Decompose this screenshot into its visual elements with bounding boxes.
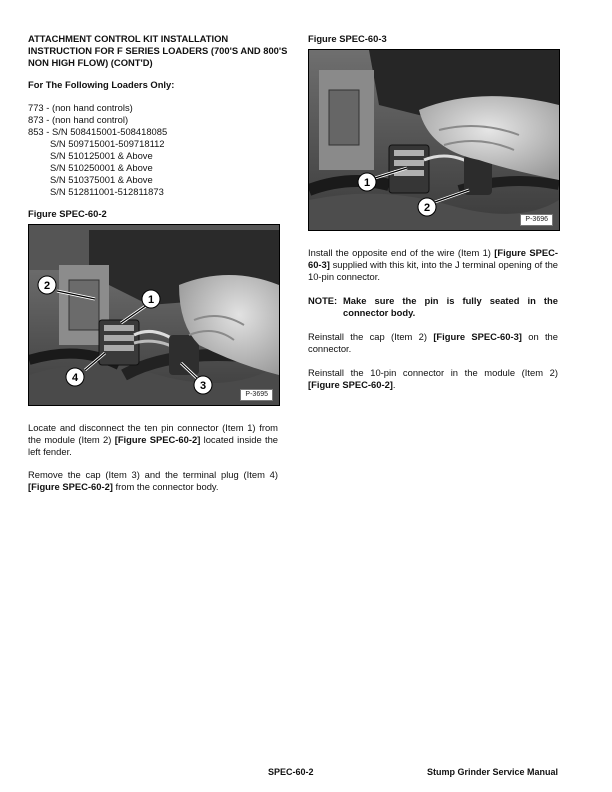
figure-spec-60-3-label: Figure SPEC-60-3 — [308, 33, 387, 44]
connector-photo-illustration — [29, 225, 279, 405]
model-853: 853 - S/N 508415001-508418085 — [28, 126, 168, 137]
callout-4 — [66, 368, 84, 386]
figure-reference: [Figure SPEC-60-2] — [308, 379, 393, 390]
page-number: SPEC-60-2 — [268, 767, 314, 777]
model-773: 773 - (non hand controls) — [28, 102, 133, 113]
svg-text:2: 2 — [423, 202, 431, 214]
svg-text:1: 1 — [147, 294, 155, 306]
note-label: NOTE: — [308, 295, 338, 306]
photo-code: P-3696 — [520, 214, 553, 226]
callout-1 — [358, 173, 376, 191]
figure-reference: [Figure SPEC-60-3] — [433, 331, 522, 342]
svg-text:4: 4 — [71, 372, 79, 384]
svg-text:1: 1 — [363, 177, 371, 189]
serial-range: S/N 509715001-509718112 — [50, 138, 165, 149]
manual-title: Stump Grinder Service Manual — [427, 767, 559, 777]
connector-photo-illustration — [309, 50, 559, 230]
callout-2 — [418, 198, 436, 216]
loader-model-list — [28, 102, 288, 198]
serial-range: S/N 510250001 & Above — [50, 162, 153, 173]
loaders-subheading: For The Following Loaders Only: — [28, 79, 175, 90]
figure-spec-60-2-label: Figure SPEC-60-2 — [28, 208, 107, 219]
callout-2 — [38, 276, 56, 294]
callout-3 — [194, 376, 212, 394]
serial-range: S/N 510375001 & Above — [50, 174, 153, 185]
photo-code: P-3695 — [240, 389, 273, 401]
svg-text:2: 2 — [43, 280, 51, 292]
paragraph-reinstall-connector: Reinstall the 10-pin connector in the module (Item 2) [Figure SPEC-60-2]. — [308, 367, 558, 390]
serial-range: S/N 512811001-512811873 — [50, 186, 164, 197]
note-block — [308, 295, 558, 319]
figure-spec-60-3-photo — [308, 49, 560, 231]
figure-reference: [Figure SPEC-60-2] — [114, 434, 201, 445]
figure-reference: [Figure SPEC-60-3] — [308, 247, 558, 270]
paragraph-remove-cap: Remove the cap (Item 3) and the terminal plug (Item 4) [Figure SPEC-60-2] from the connector body. — [28, 469, 278, 492]
callout-1 — [142, 290, 160, 308]
paragraph-reinstall-cap: Reinstall the cap (Item 2) [Figure SPEC-60-3] on the connector. — [308, 331, 558, 354]
figure-reference: [Figure SPEC-60-2] — [28, 481, 113, 492]
model-873: 873 - (non hand control) — [28, 114, 129, 125]
section-title: ATTACHMENT CONTROL KIT INSTALLATION INSTRUCTION FOR F SERIES LOADERS (700'S AND 800'S NON HIGH FLOW) (CONT'D) — [28, 33, 288, 68]
serial-range: S/N 510125001 & Above — [50, 150, 153, 161]
paragraph-locate-disconnect: Locate and disconnect the ten pin connector (Item 1) from the module (Item 2) [Figure SPEC-60-2] located inside the left fender. — [28, 422, 279, 457]
svg-text:3: 3 — [199, 380, 207, 392]
note-text: Make sure the pin is fully seated in the connector body. — [343, 295, 558, 318]
paragraph-install-wire: Install the opposite end of the wire (Item 1) [Figure SPEC-60-3] supplied with this kit, into the J terminal opening of the 10-pin connector. — [308, 247, 558, 282]
figure-spec-60-2-photo — [28, 224, 280, 406]
